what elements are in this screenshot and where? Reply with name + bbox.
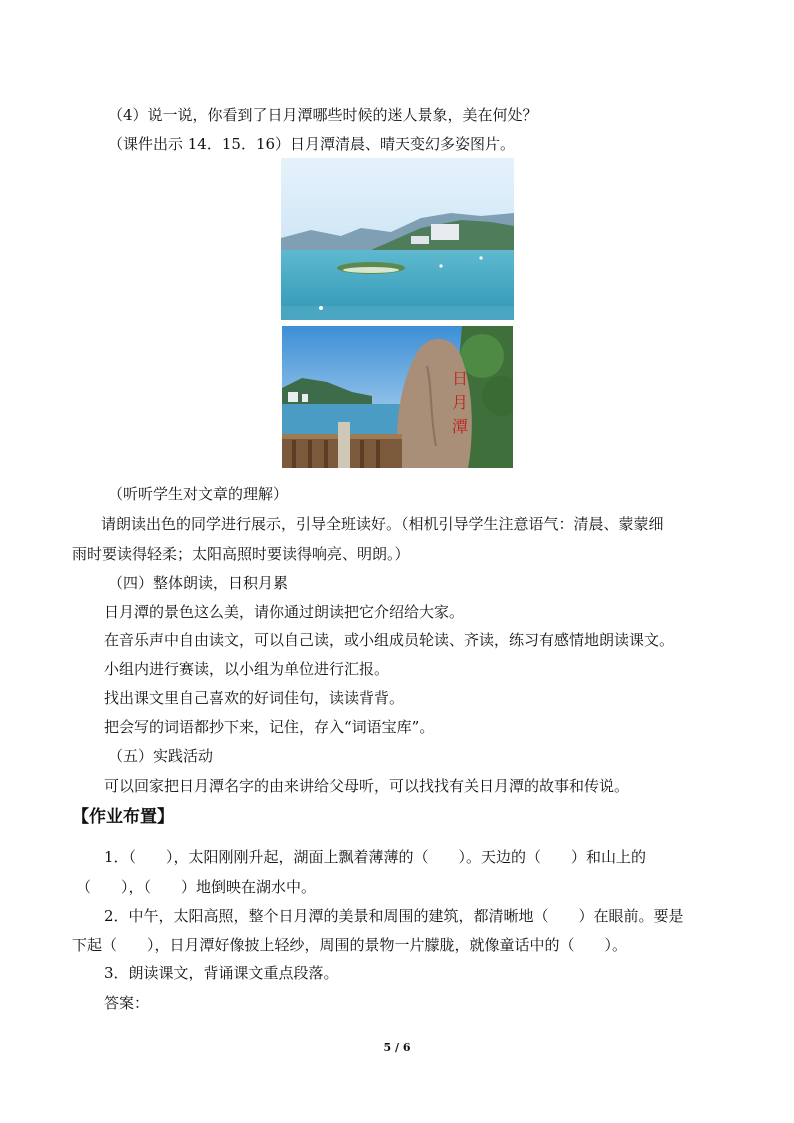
para-1: 日月潭的景色这么美，请你通过朗读把它介绍给大家。	[104, 603, 465, 621]
guide-line-1: 请朗读出色的同学进行展示，引导全班读好。（相机引导学生注意语气：清晨、蒙蒙细	[101, 515, 664, 533]
para-3: 小组内进行赛读，以小组为单位进行汇报。	[104, 660, 390, 678]
stone-monument-photo	[282, 326, 513, 468]
para-4: 找出课文里自己喜欢的好词佳句，读读背背。	[104, 689, 405, 707]
lake-island-photo	[281, 158, 514, 320]
listen-note: （听听学生对文章的理解）	[108, 485, 289, 503]
page-number: 5 / 6	[383, 1041, 411, 1054]
homework-1-line-2: （ ），（ ）地倒映在湖水中。	[76, 878, 317, 896]
stone-carving-1: 日	[452, 369, 469, 388]
section-4-title: （四）整体朗读，日积月累	[108, 574, 289, 592]
homework-heading: 【作业布置】	[72, 807, 174, 827]
courseware-note: （课件出示 14．15．16）日月潭清晨、晴天变幻多姿图片。	[108, 135, 516, 153]
para-5: 把会写的词语都抄下来，记住，存入“词语宝库”。	[104, 718, 435, 736]
answer-label: 答案：	[104, 994, 150, 1012]
question-4: （4）说一说，你看到了日月潭哪些时候的迷人景象，美在何处？	[108, 106, 538, 124]
guide-line-2: 雨时要读得轻柔；太阳高照时要读得响亮、明朗。）	[72, 545, 410, 563]
para-6: 可以回家把日月潭名字的由来讲给父母听，可以找找有关日月潭的故事和传说。	[104, 777, 630, 795]
section-5-title: （五）实践活动	[108, 747, 214, 765]
homework-1-line-1: 1．（ ），太阳刚刚升起，湖面上飘着薄薄的（ ）。天边的（ ）和山上的	[104, 848, 647, 866]
homework-3: 3．朗读课文，背诵课文重点段落。	[104, 964, 339, 982]
homework-2-line-1: 2．中午，太阳高照，整个日月潭的美景和周围的建筑，都清晰地（ ）在眼前。要是	[104, 907, 684, 925]
para-2: 在音乐声中自由读文，可以自己读，或小组成员轮读、齐读，练习有感情地朗读课文。	[104, 631, 675, 649]
stone-carving-2: 月	[452, 393, 469, 412]
stone-carving-3: 潭	[452, 417, 469, 436]
homework-2-line-2: 下起（ ），日月潭好像披上轻纱，周围的景物一片朦胧，就像童话中的（ ）。	[72, 936, 628, 954]
